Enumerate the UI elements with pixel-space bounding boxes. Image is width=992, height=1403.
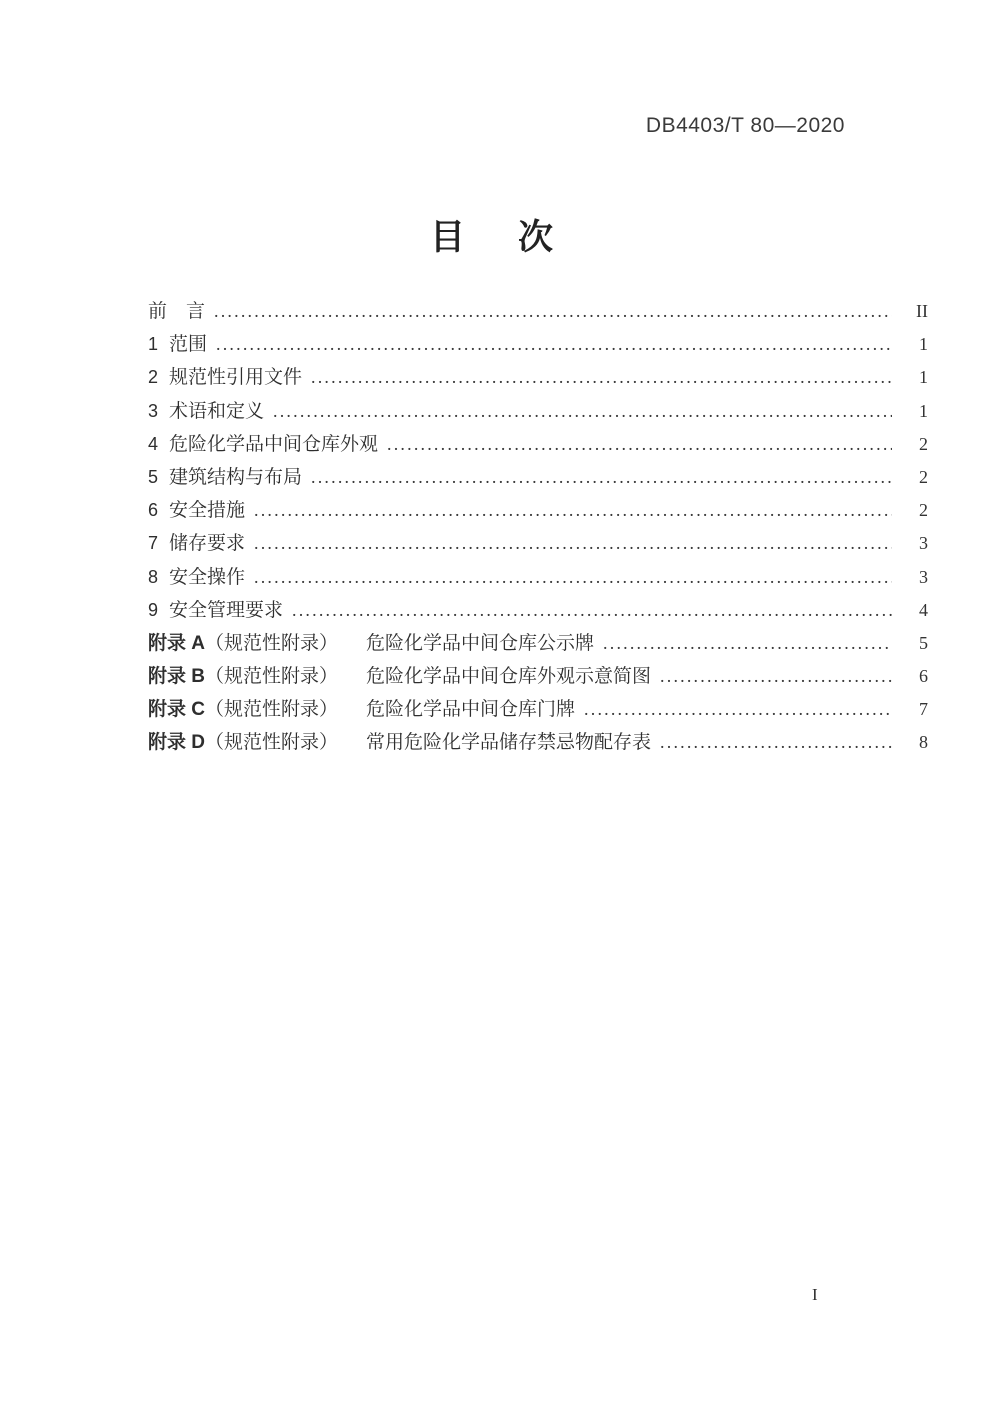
toc-entry-page: 2: [919, 433, 928, 454]
toc-entry-number: 7: [148, 533, 159, 554]
dot-leader: [603, 627, 892, 660]
toc-entry-label: （规范性附录）: [205, 732, 339, 754]
toc-entry-page: 2: [919, 500, 928, 521]
dot-leader: [387, 428, 892, 461]
dot-leader: [660, 660, 892, 693]
toc-entry-page: 1: [919, 367, 928, 388]
toc-entry-label: 安全管理要求: [169, 599, 284, 621]
toc-entry-label: 储存要求: [169, 533, 246, 555]
toc-entry-label: 范围: [169, 334, 208, 356]
standard-number: DB4403/T 80—2020: [645, 114, 845, 137]
toc-entry: [148, 561, 928, 594]
toc-entry: [148, 726, 928, 759]
toc-entry-page: 3: [919, 566, 928, 587]
toc-entry: [148, 361, 928, 394]
toc-entry-label: 安全操作: [169, 566, 246, 588]
toc-entry-number: 3: [148, 400, 159, 421]
toc-entry-number: 1: [148, 334, 159, 355]
toc-entry-label: 前 言: [148, 301, 206, 322]
toc-entry-page: 5: [919, 632, 928, 653]
toc-entry: [148, 395, 928, 428]
toc-entry-title: 危险化学品中间仓库门牌: [366, 699, 576, 721]
dot-leader: [273, 395, 892, 428]
toc-entry-page: 4: [919, 599, 928, 620]
toc-entry: [148, 527, 928, 560]
toc-entry-title: 危险化学品中间仓库公示牌: [366, 632, 595, 654]
footer-page-number: I: [812, 1285, 818, 1304]
dot-leader: [660, 726, 892, 759]
page-title: 目 次: [429, 218, 562, 257]
toc-entry-page: 1: [919, 400, 928, 421]
toc-entry-title: 常用危险化学品储存禁忌物配存表: [366, 732, 652, 754]
toc-entry: [148, 627, 928, 660]
toc-entry-label: 安全措施: [169, 500, 246, 522]
toc-entry: [148, 328, 928, 361]
dot-leader: [254, 494, 892, 527]
toc-entry-page: 8: [919, 732, 928, 753]
dot-leader: [214, 295, 892, 328]
toc-entry-number: 5: [148, 466, 159, 487]
toc-entry-appendix-label: 附录 A: [148, 632, 206, 654]
toc-entry: [148, 295, 928, 328]
dot-leader: [254, 527, 892, 560]
toc-entry-label: 规范性引用文件: [169, 367, 303, 389]
toc-entry-number: 8: [148, 566, 159, 587]
toc-entry-label: （规范性附录）: [205, 666, 339, 688]
toc-entry-page: 2: [919, 466, 928, 487]
toc-entry-page: II: [916, 301, 928, 321]
dot-leader: [311, 361, 892, 394]
toc-entry: [148, 594, 928, 627]
toc-entry-number: 6: [148, 500, 159, 521]
toc-entry-page: 7: [919, 699, 928, 720]
toc-entry-appendix-label: 附录 D: [148, 732, 206, 754]
dot-leader: [311, 461, 892, 494]
toc-entry-number: 4: [148, 433, 159, 454]
toc-entry: [148, 660, 928, 693]
toc-entry-appendix-label: 附录 B: [148, 666, 206, 688]
toc-entry-appendix-label: 附录 C: [148, 699, 206, 721]
toc-entry-label: 危险化学品中间仓库外观: [169, 433, 379, 455]
toc-entry-number: 2: [148, 367, 159, 388]
dot-leader: [292, 594, 892, 627]
dot-leader: [254, 561, 892, 594]
dot-leader: [216, 328, 892, 361]
dot-leader: [584, 693, 892, 726]
toc-entry-number: 9: [148, 599, 159, 620]
toc-entry-page: 3: [919, 533, 928, 554]
toc-entry-label: 术语和定义: [169, 400, 265, 422]
toc-entry-page: 1: [919, 334, 928, 355]
toc-entry: [148, 494, 928, 527]
toc-entry-title: 危险化学品中间仓库外观示意简图: [366, 666, 652, 688]
toc-entry-label: （规范性附录）: [205, 699, 339, 721]
toc-entry-label: 建筑结构与布局: [169, 466, 303, 488]
toc-entry-label: （规范性附录）: [205, 632, 339, 654]
toc-entry: [148, 461, 928, 494]
toc-list: [148, 295, 928, 760]
toc-entry: [148, 693, 928, 726]
toc-entry: [148, 428, 928, 461]
toc-entry-page: 6: [919, 666, 928, 687]
